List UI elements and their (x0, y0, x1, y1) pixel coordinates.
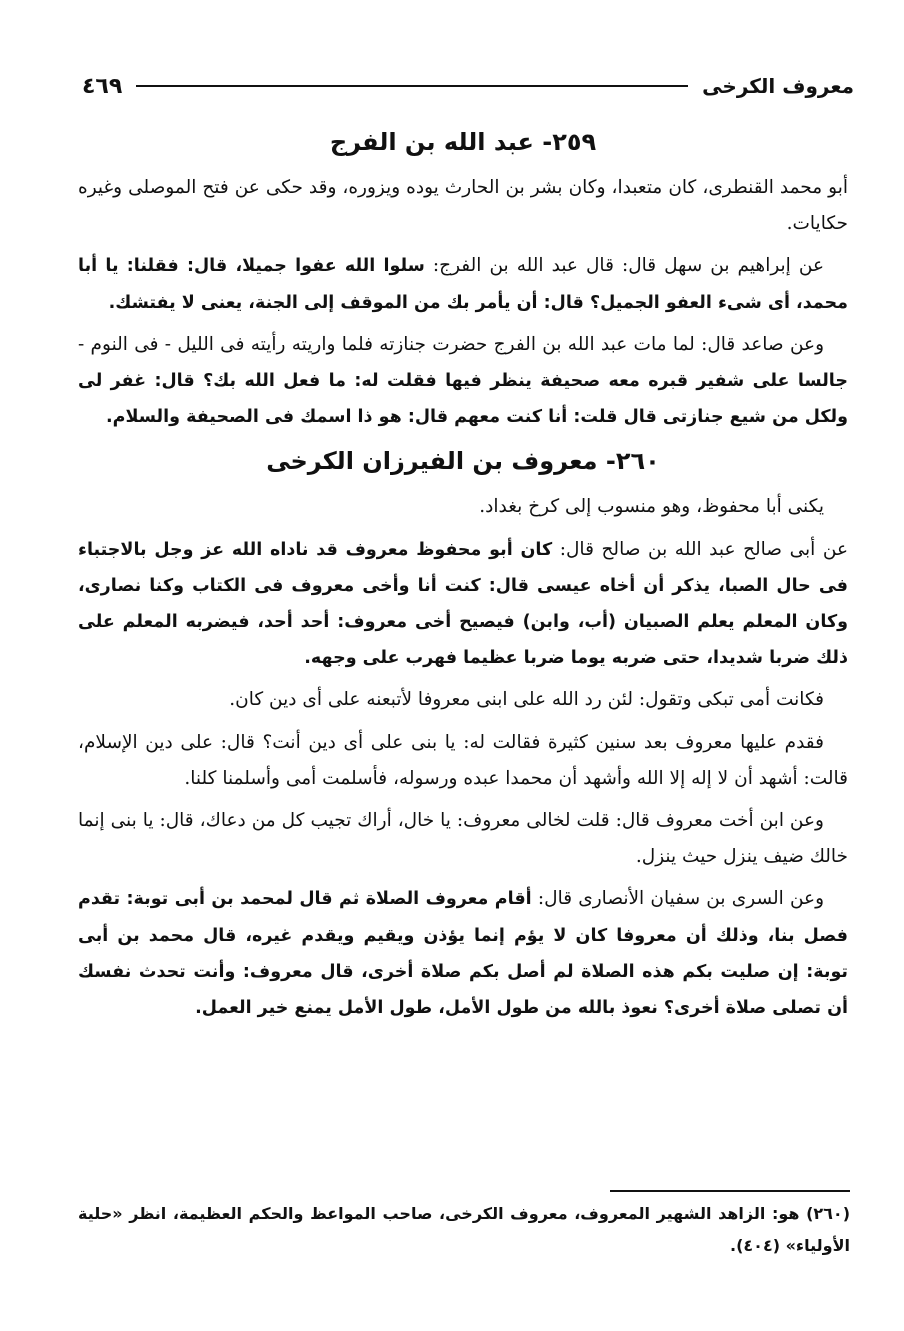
running-title: معروف الكرخى (702, 74, 854, 98)
entry-259-paragraph-1: أبو محمد القنطرى، كان متعبدا، وكان بشر بن الحارث يوده ويزوره، وقد حكى عن فتح الموصلى وغيره حكايات. (78, 177, 848, 235)
entry-260-paragraph-5: وعن ابن أخت معروف قال: قلت لخالى معروف: يا خال، أراك تجيب كل من دعاك، قال: يا بنى إنما خالك ضيف ينزل حيث ينزل. (78, 810, 848, 868)
entry-260-paragraph-1: يكنى أبا محفوظ، وهو منسوب إلى كرخ بغداد. (479, 496, 824, 518)
main-text (78, 118, 848, 1032)
entry-259-paragraph-3: وعن صاعد قال: لما مات عبد الله بن الفرج حضرت جنازته فلما واريته رأيته فى الليل - فى النوم - جالسا على شفير قبره معه صحيفة ينظر فيها فقلت له: ما فعل الله بك؟ قال: غفر لى ولكل من شيع جنازتى قال قلت: أنا كنت معهم قال: هو ذا اسمك فى الصحيفة والسلام. (78, 333, 848, 428)
footnote: (٢٦٠) هو: الزاهد الشهير المعروف، معروف الكرخى، صاحب المواعظ والحكم العظيمة، انظر «حلية الأولياء» (٤٠٤). (78, 1204, 850, 1255)
page-number: ٤٦٩ (82, 73, 123, 99)
entry-260-paragraph-2: عن أبى صالح عبد الله بن صالح قال: كان أبو محفوظ معروف قد ناداه الله عز وجل بالاجتباء فى حال الصبا، يذكر أن أخاه عيسى قال: كنت أنا وأخى معروف فى الكتاب وكنا نصارى، وكان المعلم يعلم الصبيان (أب، وابن) فيصيح أخى معروف: أحد أحد، فيضربه المعلم على ذلك ضربا شديدا، حتى ضربه يوما ضربا عظيما فهرب على وجهه. (78, 538, 848, 669)
running-header (82, 66, 854, 106)
entry-259-paragraph-2: عن إبراهيم بن سهل قال: قال عبد الله بن الفرج: سلوا الله عفوا جميلا، قال: فقلنا: يا أبا محمد، أى شىء العفو الجميل؟ قال: أن يأمر بك من الموقف إلى الجنة، يعنى لا يفتشك. (78, 255, 848, 313)
entry-260-title: ٢٦٠- معروف بن الفيرزان الكرخى (266, 447, 660, 476)
entry-260-paragraph-6: وعن السرى بن سفيان الأنصارى قال: أقام معروف الصلاة ثم قال لمحمد بن أبى توبة: تقدم فصل بنا، وذلك أن معروفا كان لا يؤم إنما يؤذن ويقيم ويقدم غيره، قال محمد بن أبى توبة: إن صليت بكم هذه الصلاة لم أصل بكم صلاة أخرى، قال معروف: وأنت تحدث نفسك أن تصلى صلاة أخرى؟ نعوذ بالله من طول الأمل، طول الأمل يمنع خير العمل. (78, 888, 848, 1019)
header-rule (136, 85, 688, 87)
footnote-rule (610, 1190, 850, 1192)
entry-259-title: ٢٥٩- عبد الله بن الفرج (329, 128, 597, 156)
entry-260-paragraph-3: فكانت أمى تبكى وتقول: لئن رد الله على ابنى معروفا لأتبعنه على أى دين كان. (229, 689, 824, 711)
entry-260-paragraph-4: فقدم عليها معروف بعد سنين كثيرة فقالت له: يا بنى على أى دين أنت؟ قال: على دين الإسلام، قالت: أشهد أن لا إله إلا الله وأشهد أن محمدا عبده ورسوله، فأسلمت أمى وأسلمنا كلنا. (78, 731, 848, 789)
